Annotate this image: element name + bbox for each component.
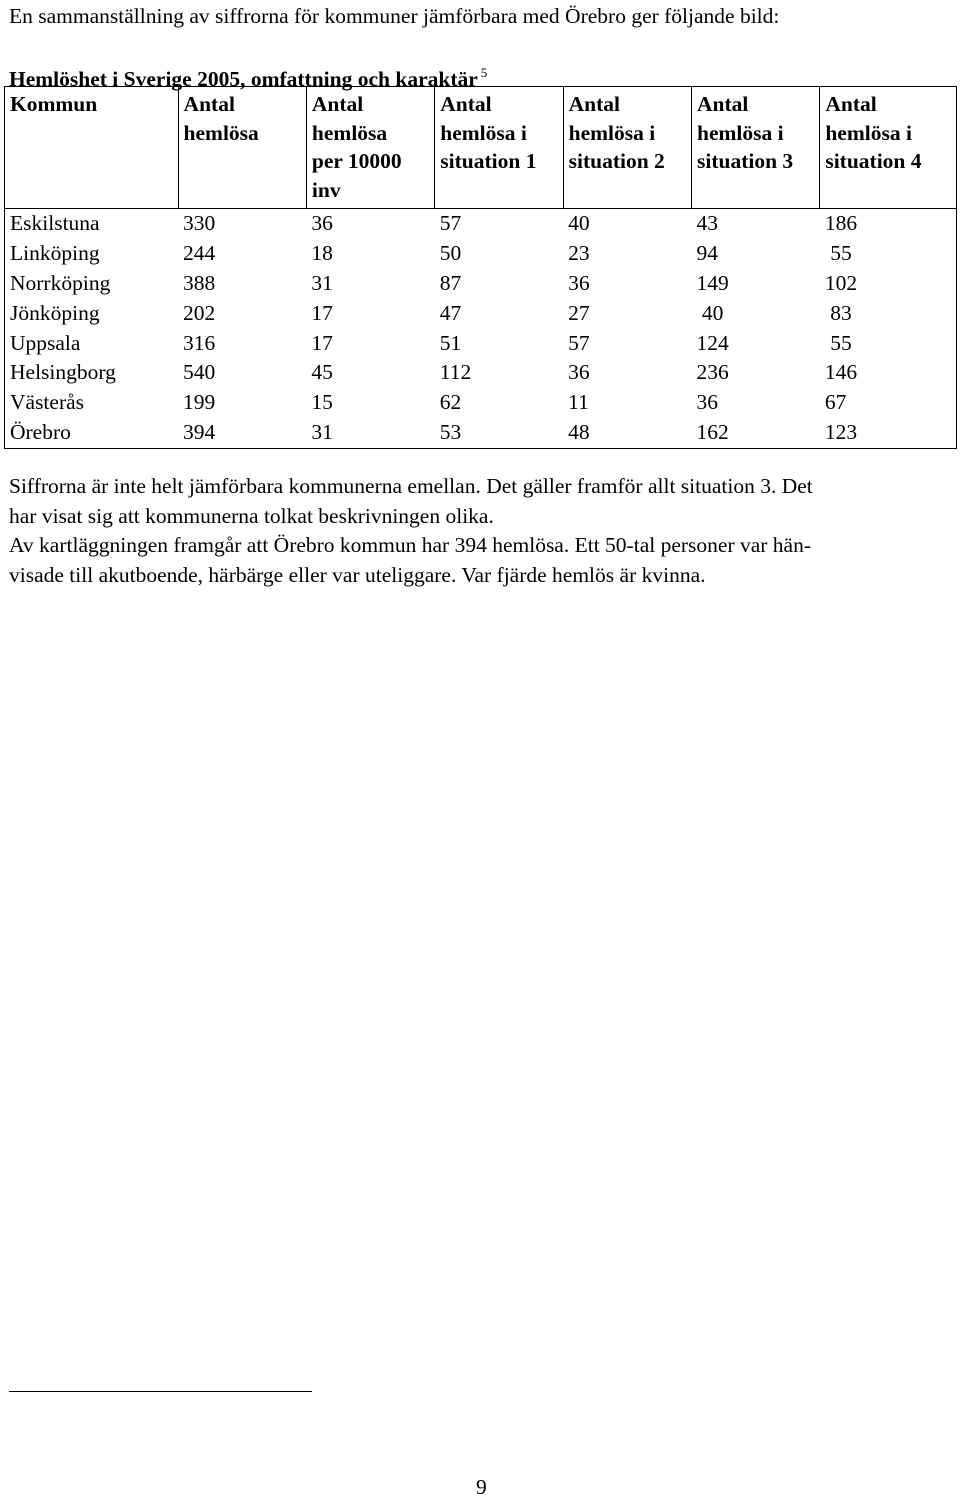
table-row	[5, 358, 957, 388]
value-cell: 102	[824, 270, 858, 295]
value-cell: 15	[311, 390, 333, 415]
kommun-cell: Linköping	[10, 241, 100, 266]
value-cell: 394	[183, 419, 216, 444]
table-body	[5, 209, 957, 448]
header-line: Antal	[696, 92, 749, 116]
value-cell: 36	[311, 211, 333, 236]
note-line: visade till akutboende, härbärge eller var uteliggare. Var fjärde hemlös är kvinna.	[9, 562, 706, 587]
value-cell: 124	[696, 330, 729, 355]
header-per-10000	[306, 87, 434, 209]
value-cell: 45	[311, 360, 333, 385]
value-cell: 57	[568, 330, 590, 355]
table-row	[5, 269, 957, 299]
header-line: Antal	[183, 92, 235, 116]
value-cell: 53	[439, 419, 462, 444]
value-cell: 43	[696, 211, 718, 236]
header-situation-1	[435, 87, 563, 209]
value-cell: 123	[824, 419, 858, 444]
value-cell: 388	[183, 270, 216, 295]
value-cell: 11	[568, 390, 589, 415]
note-line: Av kartläggningen framgår att Örebro kommun har 394 hemlösa. Ett 50-tal personer var hän-	[9, 533, 812, 557]
value-cell: 83	[824, 300, 852, 325]
value-cell: 540	[183, 360, 216, 385]
table-row	[5, 239, 957, 269]
value-cell: 146	[824, 360, 858, 385]
value-cell: 162	[696, 419, 729, 444]
header-line: hemlösa i	[568, 120, 656, 145]
header-line: situation 1	[440, 149, 537, 174]
header-line: per 10000	[311, 149, 402, 174]
header-line: Antal	[311, 92, 364, 116]
header-line: hemlösa i	[440, 120, 527, 145]
value-cell: 17	[311, 330, 333, 355]
notes-section	[9, 472, 954, 590]
header-line: Antal	[568, 92, 620, 116]
header-line: Kommun	[10, 92, 98, 116]
value-cell: 55	[824, 330, 852, 355]
header-situation-4	[820, 87, 957, 209]
value-cell: 47	[439, 300, 462, 325]
value-cell: 31	[311, 419, 333, 444]
value-cell: 36	[696, 390, 718, 415]
header-line: hemlösa i	[696, 120, 784, 145]
header-situation-3	[691, 87, 819, 209]
value-cell: 87	[439, 270, 462, 295]
value-cell: 50	[439, 241, 462, 266]
value-cell: 330	[183, 211, 216, 236]
intro-paragraph: En sammanställning av siffrorna för kommuner jämförbara med Örebro ger följande bild:	[9, 4, 780, 28]
header-line: hemlösa	[183, 120, 259, 145]
table-header-row	[5, 87, 957, 209]
value-cell: 244	[183, 241, 216, 266]
value-cell: 67	[824, 390, 847, 415]
header-line: situation 3	[696, 149, 794, 174]
header-line: situation 2	[568, 149, 665, 174]
note-line: Siffrorna är inte helt jämförbara kommunerna emellan. Det gäller framför allt situation 3. Det	[9, 474, 813, 498]
kommun-cell: Örebro	[10, 419, 71, 444]
value-cell: 23	[568, 241, 590, 266]
value-cell: 36	[568, 270, 590, 295]
value-cell: 57	[439, 211, 462, 236]
value-cell: 236	[696, 360, 729, 385]
value-cell: 149	[696, 270, 729, 295]
header-antal-hemlosa	[178, 87, 306, 209]
value-cell: 48	[568, 419, 590, 444]
header-line: hemlösa i	[825, 120, 912, 145]
table-row	[5, 329, 957, 359]
kommun-cell: Uppsala	[10, 330, 81, 355]
table-title-text: Hemlöshet i Sverige 2005, omfattning och karaktär	[9, 67, 478, 91]
value-cell: 316	[183, 330, 216, 355]
value-cell: 17	[311, 300, 333, 325]
table-row	[5, 299, 957, 329]
header-kommun	[5, 87, 179, 209]
header-line: hemlösa	[311, 120, 388, 145]
kommun-cell: Västerås	[10, 390, 85, 415]
table-row	[5, 388, 957, 418]
header-line: Antal	[440, 92, 492, 116]
value-cell: 18	[311, 241, 333, 266]
footnote-separator	[9, 1391, 312, 1392]
value-cell: 36	[568, 360, 590, 385]
value-cell: 31	[311, 270, 333, 295]
header-line: inv	[311, 177, 341, 202]
value-cell: 27	[568, 300, 590, 325]
value-cell: 199	[183, 390, 216, 415]
table-row	[5, 418, 957, 448]
value-cell: 202	[183, 300, 216, 325]
value-cell: 40	[568, 211, 590, 236]
kommun-cell: Eskilstuna	[10, 211, 100, 236]
kommun-cell: Helsingborg	[10, 360, 116, 385]
value-cell: 40	[696, 300, 724, 325]
kommun-cell: Jönköping	[10, 300, 100, 325]
value-cell: 51	[439, 330, 462, 355]
value-cell: 112	[439, 360, 472, 385]
footnote-reference: 5	[480, 65, 488, 80]
header-situation-2	[563, 87, 691, 209]
homelessness-table	[4, 86, 957, 449]
value-cell: 62	[439, 390, 462, 415]
value-cell: 55	[824, 241, 852, 266]
table-row	[5, 209, 957, 239]
value-cell: 94	[696, 241, 718, 266]
note-line: har visat sig att kommunerna tolkat beskrivningen olika.	[9, 503, 494, 528]
kommun-cell: Norrköping	[10, 270, 111, 295]
value-cell: 186	[824, 211, 858, 236]
page-number: 9	[476, 1475, 487, 1499]
header-line: Antal	[825, 92, 877, 116]
header-line: situation 4	[825, 149, 922, 174]
